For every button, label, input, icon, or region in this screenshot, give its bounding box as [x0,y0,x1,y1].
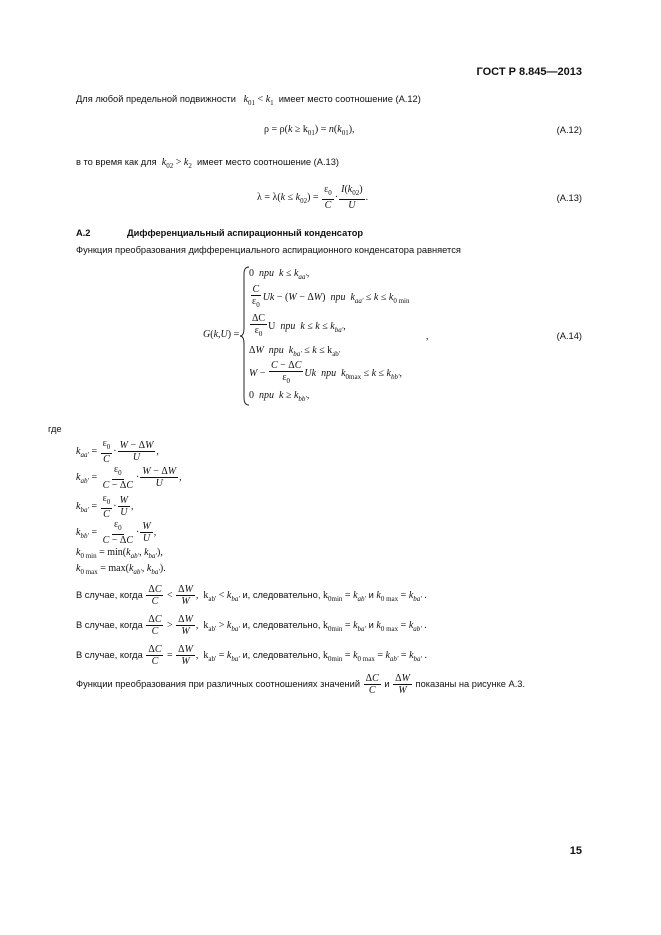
page-header: ГОСТ Р 8.845—2013 [476,66,582,78]
final-text2: показаны на рисунке А.3. [415,678,526,689]
case-line-3: $\frac{\Delta C}{\varepsilon_0}$ U при $k \le k \le k_{ba'}$, [252,313,346,338]
case-prefix: В случае, когда [76,619,143,630]
p1-condition: $k_{01} < k_1$ [243,94,274,107]
where-label: где [48,424,62,434]
paragraph-a13-intro [76,157,339,170]
equation-a14-comma: , [426,331,429,342]
equation-a13: $\lambda = \lambda(k \le k_{02})$ = $\frac{\varepsilon_0}{C}$ · $\frac{I(k_{02})}{U}$ . [257,184,369,211]
definition-kbb: $k_{bb'}$ = $\frac{\varepsilon_0}{C - \Delta C}$ · $\frac{W}{U}$ , [76,519,157,546]
case-line-5: W − $\frac{C - \Delta C}{\varepsilon_0}$ Uk при $k_{0max} \le k \le k_{bb'}$, [249,360,402,385]
p2-text1: в то время как для [76,157,157,167]
p2-text2: имеет место соотношение (А.13) [196,157,339,167]
definition-kaa: $k_{aa'}$ = $\frac{\varepsilon_0}{C}$ · $\frac{W - \Delta W}{U}$ , [76,438,159,465]
p1-text1: Для любой предельной подвижности [76,94,236,104]
definition-kab: $k_{ab'}$ = $\frac{\varepsilon_0}{C - \Delta C}$ · $\frac{W - \Delta W}{U}$ , [76,464,182,491]
section-title: Дифференциальный аспирационный конденсатор [127,228,364,238]
case-prefix: В случае, когда [76,649,143,660]
case-line-4: ΔW при $k_{ba'} \le k \le k_{ab'}$ [249,345,341,358]
final-and: и [384,678,390,689]
final-text1: Функции преобразования при различных соотношениях значений [76,678,361,689]
p1-text2: имеет место соотношение (А.12) [278,94,421,104]
case-and: и [368,619,374,630]
case-line-1: 0 при $k \le k_{aa'}$, [249,268,310,281]
definition-k0min: $k_{0 min} = \min(k_{ab'}$, $k_{ba'}$), [76,547,163,560]
equation-a14-lhs: G(k,U) = [203,329,240,340]
page-number: 15 [569,845,582,857]
section-number: А.2 [76,228,91,238]
case-line-2: $\frac{C}{\varepsilon_0}$ Uk − (W − ΔW) при $k_{aa'} \le k \le k_{0 min}$ [252,284,410,309]
equation-a12: $\rho = \rho(k \ge k_{01}) = n(k_{01})$, [264,124,355,137]
paragraph-a12-intro [76,94,421,107]
equation-number-a14: (А.14) [556,331,582,341]
p2-condition: $k_{02} > k_2$ [161,157,192,170]
equation-number-a12: (А.12) [556,125,582,135]
case-text-equal: В случае, когда $\frac{\Delta C}{C}$ = $\frac{\Delta W}{W}$ , $k_{ab'} = k_{ba'}$ и, следовательно, $k_{0min} = k_{0 max} = k_{ab'} = k_{ba'}$ . [76,644,428,667]
case-conseq: и, следовательно, [242,589,321,600]
definition-kba: $k_{ba'}$ = $\frac{\varepsilon_0}{C}$ · $\frac{W}{U}$ , [76,493,134,520]
case-text-greater: В случае, когда $\frac{\Delta C}{C}$ > $\frac{\Delta W}{W}$ , $k_{ab'} > k_{ba'}$ и, следовательно, $k_{0min} = k_{ba'}$ и $k_{0 max} = k_{ab'}$ . [76,614,427,637]
paragraph-function: Функция преобразования дифференциального аспирационного конденсатора равняется [76,245,461,255]
case-prefix: В случае, когда [76,589,143,600]
equation-number-a13: (А.13) [556,193,582,203]
case-line-6: 0 при $k \ge k_{bb'}$, [249,390,310,403]
definition-k0max: $k_{0 max} = \max(k_{ab'}$, $k_{ba'}$). [76,563,166,576]
equation-a14-cases [249,266,449,406]
paragraph-figure-ref: Функции преобразования при различных соотношениях значений $\frac{\Delta C}{C}$ и $\frac{\Delta W}{W}$ показаны на рисунке А.3. [76,673,526,696]
case-text-less: В случае, когда $\frac{\Delta C}{C}$ < $\frac{\Delta W}{W}$ , $k_{ab'} < k_{ba'}$ и, следовательно, $k_{0min} = k_{ab'}$ и $k_{0 max} = k_{ba'}$ . [76,584,427,607]
case-conseq: и, следовательно, [242,649,321,660]
case-and: и [368,589,374,600]
case-conseq: и, следовательно, [242,619,321,630]
